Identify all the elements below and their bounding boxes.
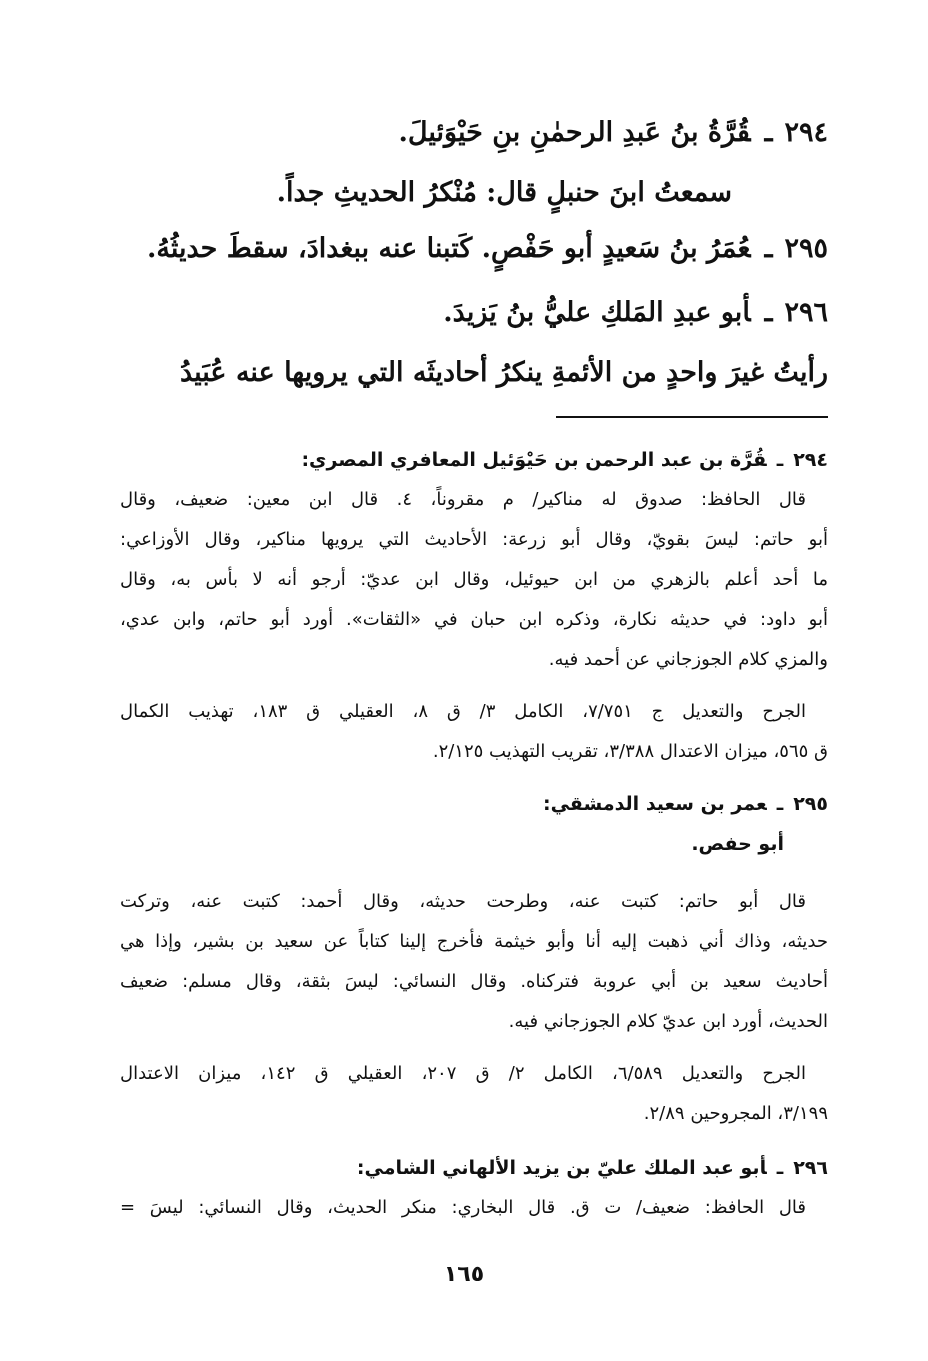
footnote-line: قال الحافظ: ضعيف/ ت ق. قال البخاري: منكر الحديث، وقال النسائي: ليسَ = [120, 1197, 806, 1218]
entry-text: أبو عبدِ المَلكِ عليُّ بنُ يَزيدَ. [443, 297, 751, 328]
footnote-295 [120, 784, 828, 1134]
main-entry-text: رأيتُ غيرَ واحدٍ من الأئمةِ ينكرُ أحاديثَه التي يرويها عنه عُبَيدُ [179, 357, 828, 388]
footnote-dash: ـ [776, 1157, 784, 1179]
footnote-number: ٢٩٥ [793, 793, 828, 815]
footnote-number: ٢٩٤ [793, 449, 828, 471]
footnote-dash: ـ [776, 793, 784, 815]
page-number: ١٦٥ [443, 1262, 485, 1287]
footnote-line: قال الحافظ: صدوق له مناكير/ م مقروناً، ٤. قال ابن معين: ضعيف، وقال [120, 489, 807, 510]
footnote-296 [120, 1148, 828, 1228]
footnote-title: قُرَّة بن عبد الرحمن بن حَيْوَئيل المعافري المصري: [301, 449, 767, 471]
footnote-line: والمزي كلام الجوزجاني عن أحمد فيه. [548, 649, 828, 670]
footnote-title: أبو عبد الملك عليّ بن يزيد الألهاني الشامي: [356, 1157, 767, 1179]
footnote-heading [120, 784, 828, 824]
main-entry-294 [118, 103, 828, 223]
footnote-line: حديثه، وذاك أني ذهبت إليه أنا وأبو خيثمة فأخرج إلينا كتاباً عن سعيد بن بشير، وإذا هي [120, 931, 828, 952]
footnote-reference-line: الجرح والتعديل ج ٧/٧٥١، الكامل ٣/ ق ٨، العقيلي ق ١٨٣، تهذيب الكمال [120, 701, 806, 722]
entry-dash: ـ [764, 233, 773, 264]
footnote-title: عمر بن سعيد الدمشقي: [542, 793, 767, 815]
footnote-heading [120, 1148, 828, 1188]
entry-dash: ـ [764, 297, 773, 328]
entry-number: ٢٩٦ [784, 297, 828, 328]
entry-dash: ـ [764, 117, 773, 148]
entry-text: عُمَرُ بنُ سَعيدٍ أبو حَفْصٍ. كَتبنا عنه ببغدادَ، سقطَ حديثُهُ. [146, 233, 751, 264]
main-entry-296 [118, 283, 828, 403]
footnote-reference-line: الجرح والتعديل ٦/٥٨٩، الكامل ٢/ ق ٢٠٧، العقيلي ق ١٤٢، ميزان الاعتدال [120, 1063, 807, 1084]
footnote-line: أبو داود: في حديثه نكارة، وذكره ابن حبان في «الثقات». أورد أبو حاتم، وابن عدي، [120, 609, 828, 630]
entry-text: قُرَّةُ بنُ عَبدِ الرحمٰنِ بنِ حَيْوَئيلَ. [398, 117, 751, 148]
footnote-heading [120, 440, 828, 480]
main-entry-295 [118, 219, 828, 279]
footnote-subheading: أبو حفص. [691, 833, 784, 855]
main-entry-heading [118, 219, 828, 279]
footnote-line: الحديث، أورد ابن عديّ كلام الجوزجاني فيه. [508, 1011, 828, 1032]
footnote-294 [120, 440, 828, 772]
footnote-line: أبو حاتم: ليسَ بقويّ، وقال أبو زرعة: الأحاديث التي يرويها مناكير، وقال الأوزاعي: [120, 529, 828, 550]
main-entry-heading [118, 283, 828, 343]
footnote-separator [556, 416, 828, 418]
footnote-reference-line: ٣/١٩٩، المجروحين ٢/٨٩. [643, 1103, 828, 1124]
entry-number: ٢٩٥ [784, 233, 828, 264]
footnote-line: قال أبو حاتم: كتبت عنه، وطرحت حديثه، وقال أحمد: كتبت عنه، وتركت [120, 891, 806, 912]
footnote-dash: ـ [776, 449, 784, 471]
main-entry-text: سمعتُ ابنَ حنبلٍ قال: مُنْكرُ الحديثِ جداً. [276, 177, 732, 208]
footnote-reference-line: ق ٥٦٥، ميزان الاعتدال ٣/٣٨٨، تقريب التهذيب ٢/١٢٥. [432, 741, 828, 762]
entry-number: ٢٩٤ [784, 117, 828, 148]
footnote-line: ما أحد أعلم بالزهري من ابن حيوئيل، وقال ابن عديّ: أرجو أنه لا بأس به، وقال [120, 569, 828, 590]
main-entry-heading [118, 103, 828, 163]
footnote-line: أحاديث سعيد بن أبي عروبة فتركناه. وقال النسائي: ليسَ بثقة، وقال مسلم: ضعيف [120, 971, 828, 992]
footnote-number: ٢٩٦ [793, 1157, 828, 1179]
